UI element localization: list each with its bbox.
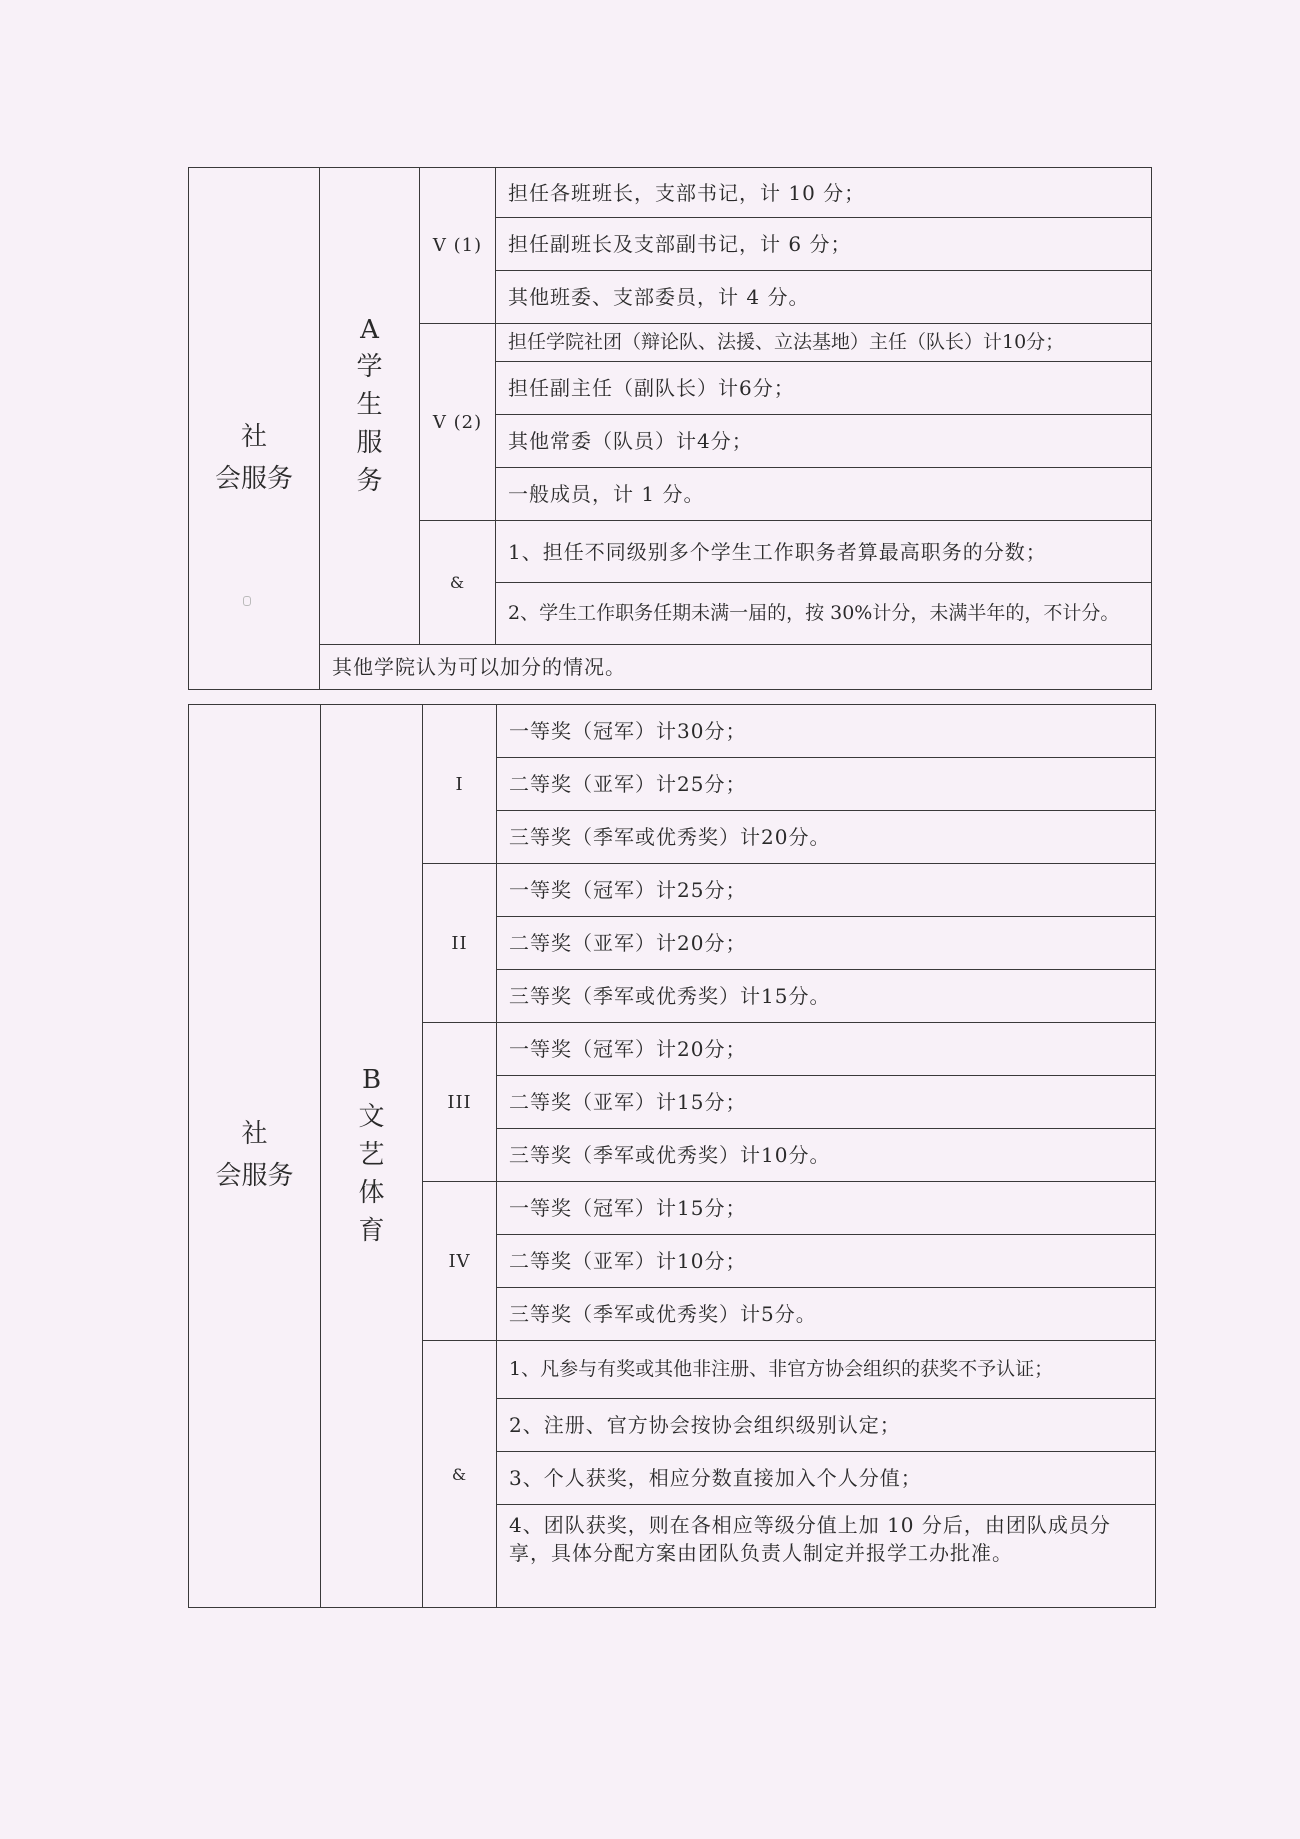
rule-item: 担任各班班长，支部书记，计 10 分； bbox=[496, 168, 1152, 218]
rule-item: 担任副班长及支部副书记，计 6 分； bbox=[496, 218, 1152, 271]
other-note: 其他学院认为可以加分的情况。 bbox=[320, 645, 1152, 690]
subcategory-cell bbox=[320, 168, 420, 645]
rule-item: 二等奖（亚军）计15分； bbox=[497, 1076, 1156, 1129]
rule-item: 其他班委、支部委员，计 4 分。 bbox=[496, 271, 1152, 324]
rule-item: 3、个人获奖，相应分数直接加入个人分值； bbox=[497, 1452, 1156, 1505]
rule-item: 2、学生工作职务任期未满一届的，按 30%计分，未满半年的，不计分。 bbox=[496, 583, 1152, 645]
rule-item: 2、注册、官方协会按协会组织级别认定； bbox=[497, 1399, 1156, 1452]
rule-item: 一等奖（冠军）计15分； bbox=[497, 1182, 1156, 1235]
level-cell: V (1) bbox=[420, 168, 496, 324]
category-cell bbox=[189, 705, 321, 1608]
category-label: 社 会服务 bbox=[215, 1119, 294, 1191]
rule-item: 一等奖（冠军）计20分； bbox=[497, 1023, 1156, 1076]
rule-item: 4、团队获奖，则在各相应等级分值上加 10 分后，由团队成员分享，具体分配方案由团队负责人制定并报学工办批准。 bbox=[497, 1505, 1156, 1608]
level-cell: III bbox=[423, 1023, 497, 1182]
rule-item: 三等奖（季军或优秀奖）计20分。 bbox=[497, 811, 1156, 864]
rule-item: 其他常委（队员）计4分； bbox=[496, 415, 1152, 468]
level-cell: V (2) bbox=[420, 324, 496, 521]
rule-item: 担任学院社团（辩论队、法援、立法基地）主任（队长）计10分； bbox=[496, 324, 1152, 362]
rule-item: 1、担任不同级别多个学生工作职务者算最高职务的分数； bbox=[496, 521, 1152, 583]
rule-item: 一般成员，计 1 分。 bbox=[496, 468, 1152, 521]
category-label: 社 会服务 bbox=[214, 421, 293, 494]
level-cell: I bbox=[423, 705, 497, 864]
table-arts-sports bbox=[188, 704, 1156, 1608]
level-cell: & bbox=[420, 521, 496, 645]
rule-item: 担任副主任（副队长）计6分； bbox=[496, 362, 1152, 415]
table-student-service bbox=[188, 167, 1152, 690]
rule-item: 1、凡参与有奖或其他非注册、非官方协会组织的获奖不予认证； bbox=[497, 1341, 1156, 1399]
rule-item: 二等奖（亚军）计10分； bbox=[497, 1235, 1156, 1288]
rule-item: 一等奖（冠军）计30分； bbox=[497, 705, 1156, 758]
rule-item: 三等奖（季军或优秀奖）计5分。 bbox=[497, 1288, 1156, 1341]
subcategory-label: A 学 生 服 务 bbox=[356, 314, 383, 496]
rule-item: 三等奖（季军或优秀奖）计15分。 bbox=[497, 970, 1156, 1023]
rule-item: 二等奖（亚军）计25分； bbox=[497, 758, 1156, 811]
level-cell: & bbox=[423, 1341, 497, 1608]
subcategory-cell bbox=[321, 705, 423, 1608]
rule-item: 三等奖（季军或优秀奖）计10分。 bbox=[497, 1129, 1156, 1182]
level-cell: II bbox=[423, 864, 497, 1023]
subcategory-label: B 文 艺 体 育 bbox=[358, 1064, 385, 1246]
level-cell: IV bbox=[423, 1182, 497, 1341]
category-cell bbox=[189, 168, 320, 690]
rule-item: 一等奖（冠军）计25分； bbox=[497, 864, 1156, 917]
rule-item: 二等奖（亚军）计20分； bbox=[497, 917, 1156, 970]
